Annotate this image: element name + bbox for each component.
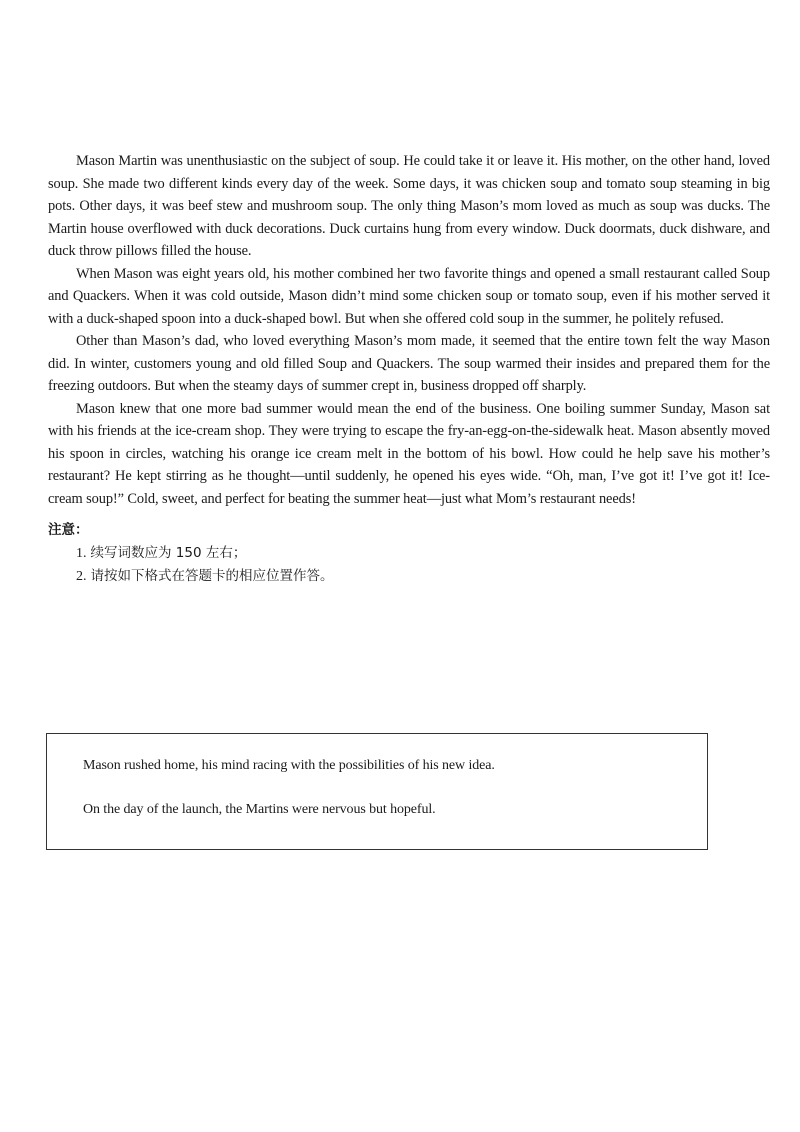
instruction-item-1	[48, 542, 748, 565]
paragraph-1: Mason Martin was unenthusiastic on the subject of soup. He could take it or leave it. His mother, on the other hand, loved soup. She made two different kinds every day of the week. Some days, it was chicken soup and tomato soup steaming in big pots. Other days, it was beef stew and mushroom soup. The only thing Mason’s mom loved as much as soup was ducks. The Martin house overflowed with duck decorations. Duck curtains hung from every window. Duck doormats, duck dishware, and duck throw pillows filled the house.	[48, 153, 770, 259]
continuation-prompt-2: On the day of the launch, the Martins were nervous but hopeful.	[83, 802, 436, 817]
continuation-prompt-1: Mason rushed home, his mind racing with the possibilities of his new idea.	[83, 758, 495, 773]
instructions-title: 注意：	[48, 522, 89, 538]
paragraph-3: Other than Mason’s dad, who loved everything Mason’s mom made, it seemed that the entire town felt the way Mason did. In winter, customers young and old filled Soup and Quackers. The soup warmed their insides and prepared them for the freezing outdoors. But when the steamy days of summer crept in, business dropped off sharply.	[48, 333, 770, 394]
instruction-text: 续写词数应为 150 左右；	[90, 545, 247, 561]
instruction-item-2	[48, 565, 748, 588]
instruction-number: 2.	[76, 569, 87, 584]
instructions	[48, 519, 748, 588]
paragraph-2: When Mason was eight years old, his mother combined her two favorite things and opened a small restaurant called Soup and Quackers. When it was cold outside, Mason didn’t mind some chicken soup or tomato soup, even if his mother served it with a duck-shaped spoon into a duck-shaped bowl. But when she offered cold soup in the summer, he politely refused.	[48, 265, 770, 327]
story-passage	[48, 150, 770, 510]
instruction-text: 请按如下格式在答题卡的相应位置作答。	[90, 568, 334, 584]
answer-format-box	[46, 733, 708, 850]
instruction-number: 1.	[76, 546, 87, 561]
instructions-list	[48, 542, 748, 588]
paragraph-4: Mason knew that one more bad summer would mean the end of the business. One boiling summer Sunday, Mason sat with his friends at the ice-cream shop. They were trying to escape the fry-an-egg-on-the-sidewalk heat. Mason absently moved his spoon in circles, watching his orange ice cream melt in the bottom of his bowl. How could he help save his mother’s restaurant? He kept stirring as he thought—until suddenly, he opened his eyes wide. “Oh, man, I’ve got it! I’ve got it! Ice-cream soup!” Cold, sweet, and perfect for beating the summer heat—just what Mom’s restaurant needs!	[48, 400, 770, 507]
